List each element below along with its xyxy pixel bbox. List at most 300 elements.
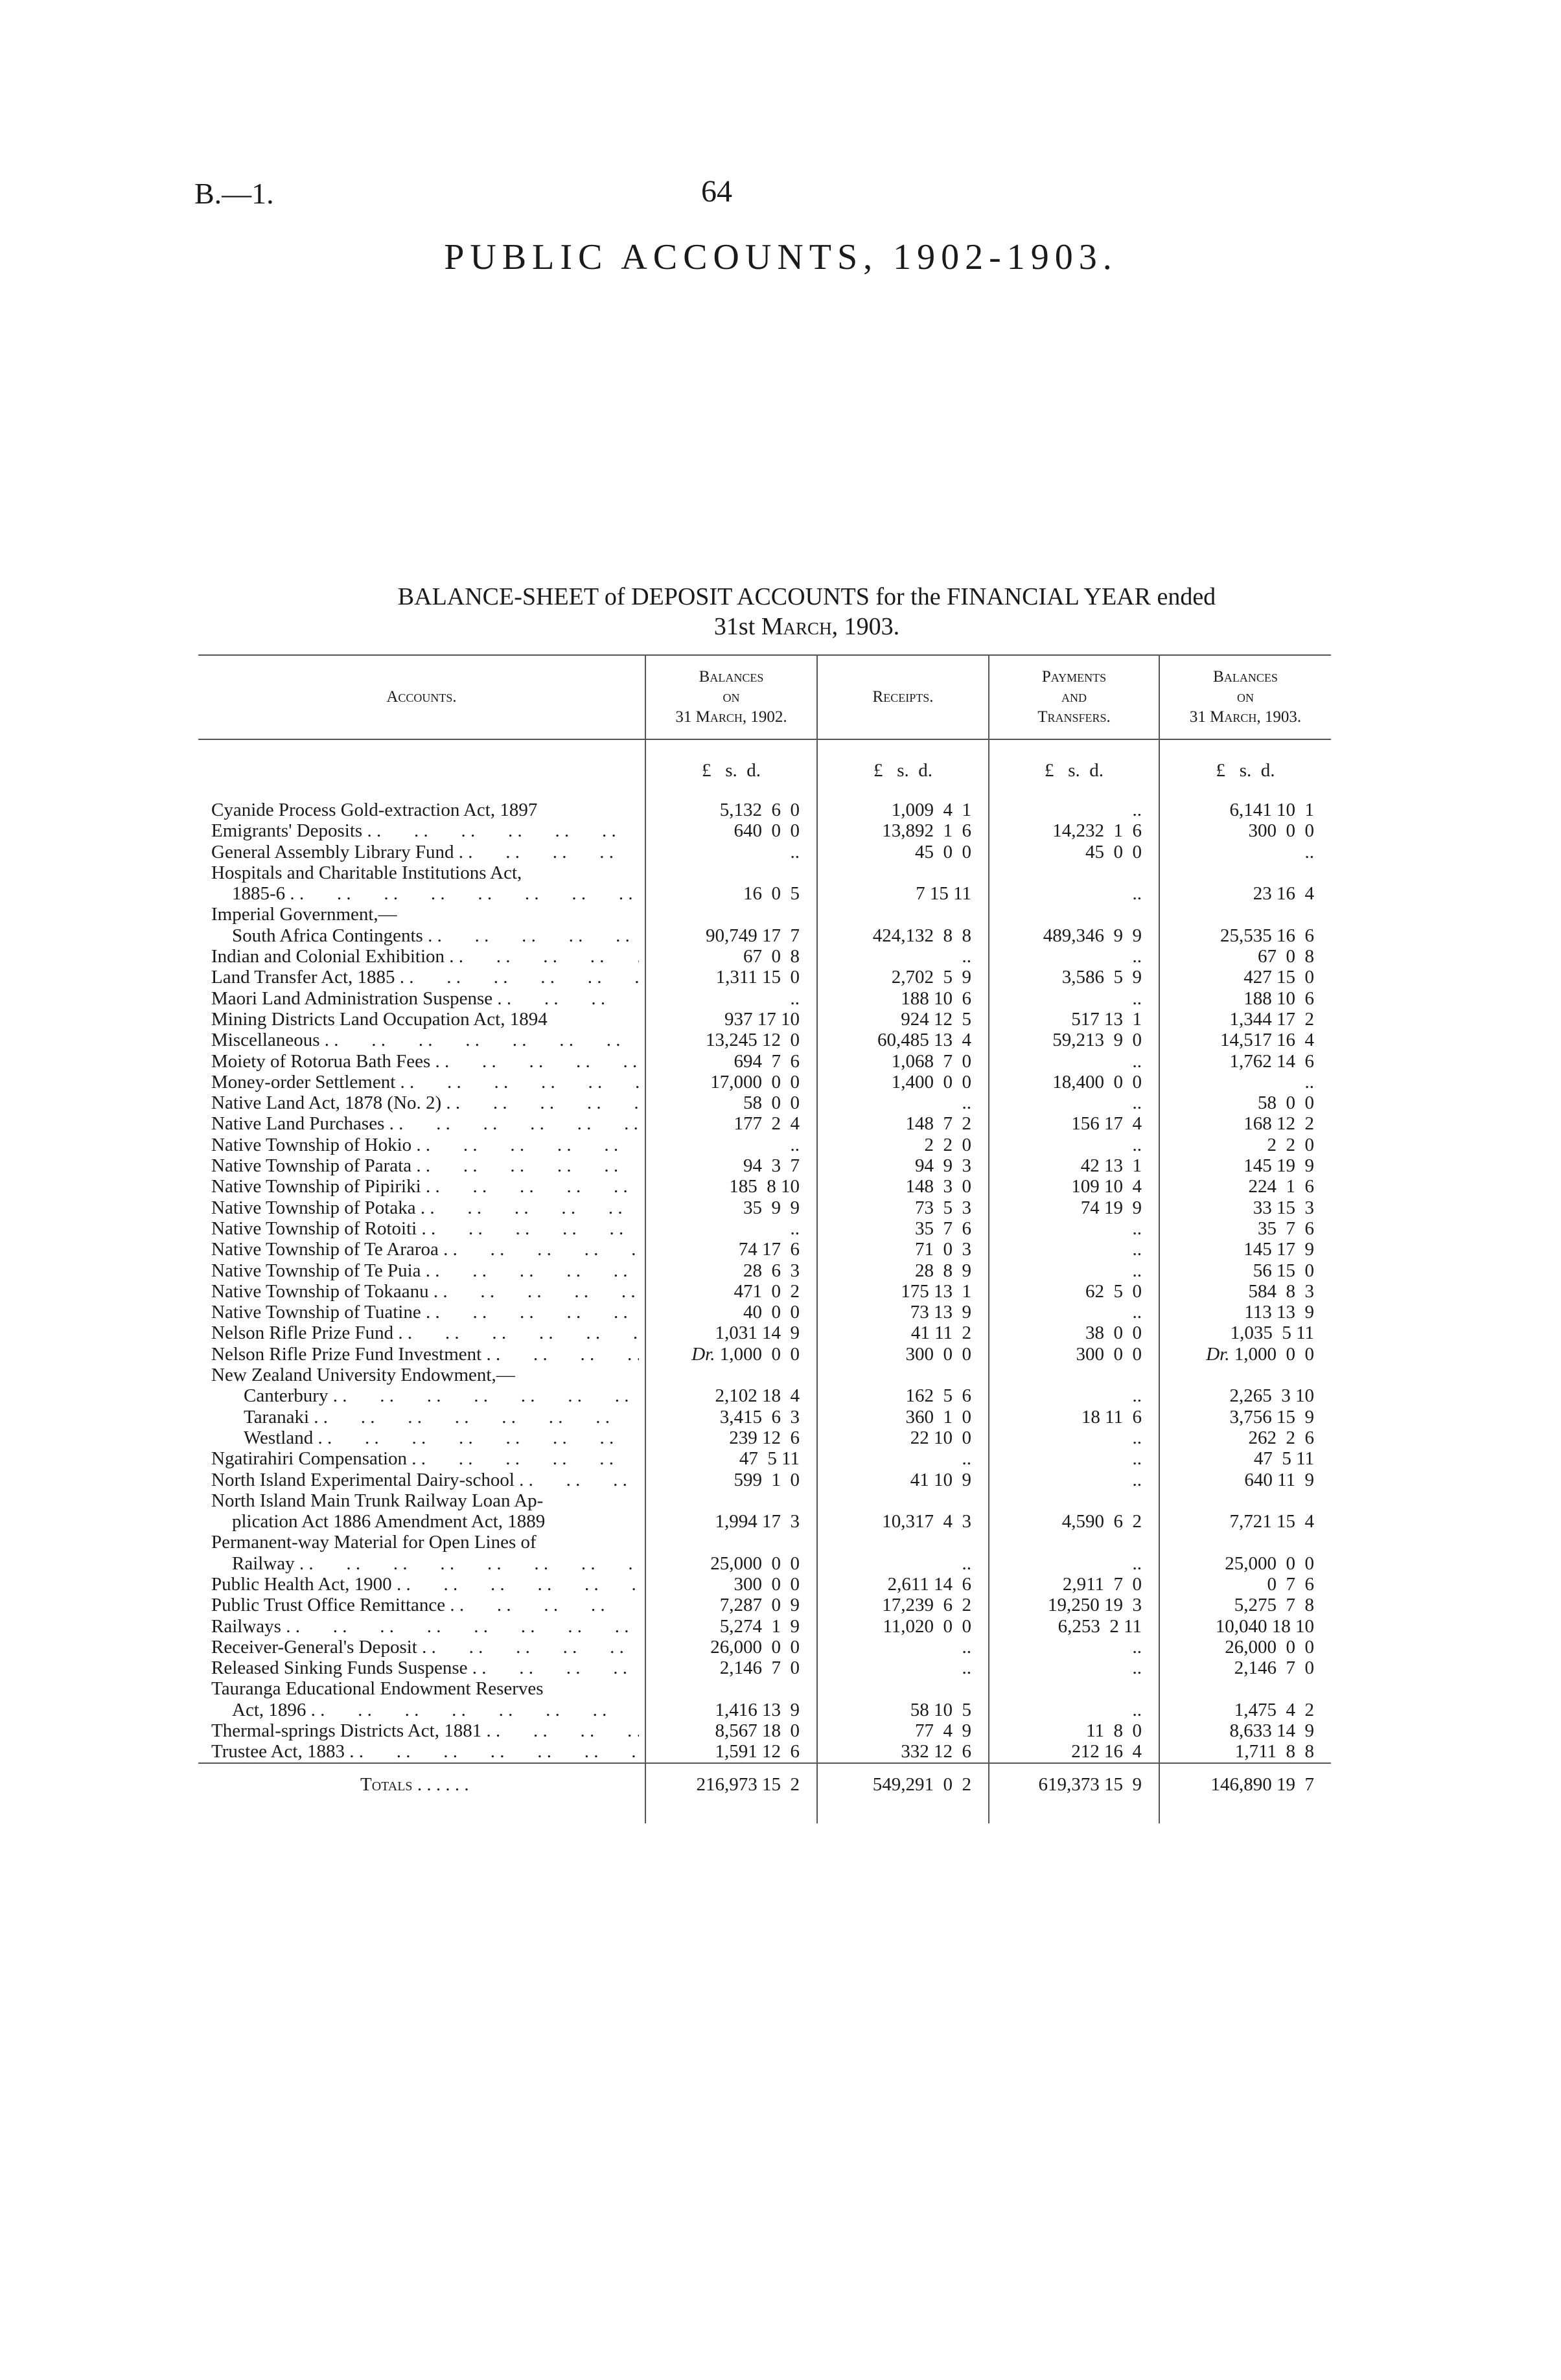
amount-opening: 74 17 6: [645, 1239, 817, 1260]
spacer-row: [198, 781, 1331, 800]
amount-payments: ..: [989, 946, 1159, 967]
account-label: Westland . .: [244, 1427, 639, 1448]
account-name: [198, 1511, 645, 1532]
amount-closing: Dr. 1,000 0 0: [1159, 1344, 1331, 1365]
account-label: Canterbury . .: [244, 1385, 639, 1406]
amount-receipts: ..: [817, 1658, 989, 1678]
amount-closing: 1,035 5 11: [1159, 1323, 1331, 1343]
amount-payments: 109 10 4: [989, 1176, 1159, 1197]
account-row: [198, 1490, 1331, 1511]
amount-payments: ..: [989, 1470, 1159, 1490]
account-label: Emigrants' Deposits . .: [211, 820, 639, 841]
account-name: [198, 1470, 645, 1490]
header-payments-line-2: and: [1061, 687, 1087, 706]
amount-payments: 2,911 7 0: [989, 1574, 1159, 1595]
page-reference: B.—1.: [194, 177, 274, 210]
amount-receipts: 2 2 0: [817, 1135, 989, 1155]
amount-receipts: 148 3 0: [817, 1176, 989, 1197]
amount-closing: ..: [1159, 1072, 1331, 1092]
account-label: Taranaki . .: [244, 1407, 639, 1427]
amount-payments: ..: [989, 1448, 1159, 1469]
account-row: [198, 820, 1331, 841]
account-label: Mining Districts Land Occupation Act, 1894: [211, 1008, 548, 1030]
amount-opening: 94 3 7: [645, 1155, 817, 1176]
amount-closing: 14,517 16 4: [1159, 1030, 1331, 1050]
account-row: [198, 1239, 1331, 1260]
amount-closing: 6,141 10 1: [1159, 800, 1331, 820]
amount-payments: 6,253 2 11: [989, 1616, 1159, 1637]
account-name: [198, 1155, 645, 1176]
amount-payments: 45 0 0: [989, 842, 1159, 862]
amount-closing: 2,265 3 10: [1159, 1385, 1331, 1406]
amount-payments: [989, 1678, 1159, 1699]
account-row: [198, 1302, 1331, 1323]
amount-payments: 212 16 4: [989, 1741, 1159, 1762]
amount-receipts: 41 10 9: [817, 1470, 989, 1490]
amount-payments: ..: [989, 800, 1159, 820]
amount-payments: [989, 1490, 1159, 1511]
amount-receipts: ..: [817, 1553, 989, 1574]
account-row: [198, 1344, 1331, 1365]
amount-opening: 1,311 15 0: [645, 967, 817, 988]
account-label: Native Land Act, 1878 (No. 2) . .: [211, 1092, 639, 1113]
amount-closing: 3,756 15 9: [1159, 1407, 1331, 1427]
header-closing-balances: [1159, 654, 1331, 739]
account-name: [198, 1658, 645, 1678]
account-label: North Island Experimental Dairy-school . .: [211, 1470, 639, 1490]
amount-opening: 640 0 0: [645, 820, 817, 841]
amount-receipts: [817, 1490, 989, 1511]
amount-receipts: 175 13 1: [817, 1281, 989, 1302]
amount-receipts: 94 9 3: [817, 1155, 989, 1176]
account-name: [198, 1051, 645, 1072]
amount-receipts: ..: [817, 946, 989, 967]
totals-receipts: 549,291 0 2: [817, 1763, 989, 1807]
amount-payments: ..: [989, 1658, 1159, 1678]
account-row: [198, 1553, 1331, 1574]
amount-closing: 224 1 6: [1159, 1176, 1331, 1197]
unit-cell-opening: £ s. d.: [645, 739, 817, 781]
amount-closing: 145 17 9: [1159, 1239, 1331, 1260]
amount-closing: [1159, 862, 1331, 883]
amount-opening: 694 7 6: [645, 1051, 817, 1072]
account-label: Public Health Act, 1900 . .: [211, 1574, 639, 1595]
account-row: [198, 1323, 1331, 1343]
deposit-accounts-table: [198, 654, 1331, 1823]
amount-opening: 1,031 14 9: [645, 1323, 817, 1343]
header-opening-balances: [645, 654, 817, 739]
amount-opening: [645, 1490, 817, 1511]
account-name: [198, 1407, 645, 1427]
amount-opening: 177 2 4: [645, 1113, 817, 1134]
account-label: Moiety of Rotorua Bath Fees . .: [211, 1051, 639, 1072]
unit-cell-receipts: £ s. d.: [817, 739, 989, 781]
account-name: [198, 1072, 645, 1092]
account-row: [198, 1574, 1331, 1595]
page-title: PUBLIC ACCOUNTS, 1902-1903.: [444, 237, 1118, 277]
amount-opening: 58 0 0: [645, 1092, 817, 1113]
amount-opening: 40 0 0: [645, 1302, 817, 1323]
sheet-title-line-1: BALANCE-SHEET of DEPOSIT ACCOUNTS for the FINANCIAL YEAR ended: [397, 583, 1216, 610]
account-label: Indian and Colonial Exhibition . .: [211, 946, 639, 967]
account-row: [198, 1281, 1331, 1302]
amount-opening: 300 0 0: [645, 1574, 817, 1595]
account-row: [198, 862, 1331, 883]
amount-closing: 640 11 9: [1159, 1470, 1331, 1490]
amount-receipts: 332 12 6: [817, 1741, 989, 1762]
account-name: [198, 1365, 645, 1385]
account-name: [198, 1720, 645, 1741]
amount-closing: 10,040 18 10: [1159, 1616, 1331, 1637]
sheet-title-year: , 1903.: [831, 613, 900, 640]
amount-closing: 25,535 16 6: [1159, 925, 1331, 946]
amount-opening: ..: [645, 1135, 817, 1155]
account-name: [198, 1302, 645, 1323]
amount-payments: ..: [989, 1427, 1159, 1448]
account-label: Nelson Rifle Prize Fund Investment . .: [211, 1344, 639, 1365]
header-closing-line-3: 31 March, 1903.: [1189, 708, 1302, 726]
amount-opening: [645, 1532, 817, 1553]
amount-closing: [1159, 1365, 1331, 1385]
header-payments-line-3: Transfers.: [1037, 708, 1111, 726]
account-label: Nelson Rifle Prize Fund . .: [211, 1323, 639, 1343]
account-row: [198, 1009, 1331, 1030]
amount-opening: 90,749 17 7: [645, 925, 817, 946]
account-label: Native Township of Potaka . .: [211, 1197, 639, 1218]
account-row: [198, 1511, 1331, 1532]
account-label: Act, 1896 . .: [232, 1700, 639, 1720]
account-label: Native Township of Tokaanu . .: [211, 1281, 639, 1302]
account-label: Cyanide Process Gold-extraction Act, 1897: [211, 800, 538, 820]
amount-receipts: ..: [817, 1448, 989, 1469]
account-name: [198, 1532, 645, 1553]
account-row: [198, 988, 1331, 1009]
amount-receipts: 58 10 5: [817, 1700, 989, 1720]
amount-receipts: [817, 1532, 989, 1553]
amount-closing: 1,475 4 2: [1159, 1700, 1331, 1720]
amount-payments: 42 13 1: [989, 1155, 1159, 1176]
amount-receipts: 17,239 6 2: [817, 1595, 989, 1615]
amount-opening: 185 8 10: [645, 1176, 817, 1197]
account-row: [198, 1427, 1331, 1448]
amount-opening: 471 0 2: [645, 1281, 817, 1302]
amount-payments: 489,346 9 9: [989, 925, 1159, 946]
amount-payments: ..: [989, 1239, 1159, 1260]
amount-opening: 5,274 1 9: [645, 1616, 817, 1637]
amount-receipts: [817, 904, 989, 925]
account-label: Land Transfer Act, 1885 . .: [211, 967, 639, 988]
account-name: [198, 1197, 645, 1218]
amount-payments: 18,400 0 0: [989, 1072, 1159, 1092]
amount-receipts: 148 7 2: [817, 1113, 989, 1134]
amount-receipts: [817, 862, 989, 883]
amount-payments: ..: [989, 1700, 1159, 1720]
amount-payments: [989, 904, 1159, 925]
amount-opening: [645, 904, 817, 925]
amount-payments: 300 0 0: [989, 1344, 1159, 1365]
header-receipts: Receipts.: [817, 654, 989, 739]
account-label: Railways . .: [211, 1616, 639, 1637]
header-opening-line-1: Balances: [699, 667, 764, 686]
amount-closing: 188 10 6: [1159, 988, 1331, 1009]
account-label: Released Sinking Funds Suspense . .: [211, 1658, 639, 1678]
amount-receipts: 73 5 3: [817, 1197, 989, 1218]
account-row: [198, 1113, 1331, 1134]
amount-payments: 38 0 0: [989, 1323, 1159, 1343]
header-accounts: Accounts.: [198, 654, 645, 739]
account-name: [198, 1030, 645, 1050]
amount-payments: [989, 862, 1159, 883]
header-opening-line-2: on: [723, 687, 740, 706]
account-row: [198, 904, 1331, 925]
account-label: Native Township of Pipiriki . .: [211, 1176, 639, 1197]
amount-closing: 58 0 0: [1159, 1092, 1331, 1113]
amount-closing: 113 13 9: [1159, 1302, 1331, 1323]
unit-cell-closing: £ s. d.: [1159, 739, 1331, 781]
account-name: [198, 1135, 645, 1155]
sheet-title-day: 31st: [713, 613, 756, 640]
debit-marker: Dr.: [1206, 1343, 1230, 1365]
amount-closing: 23 16 4: [1159, 883, 1331, 904]
amount-closing: 26,000 0 0: [1159, 1637, 1331, 1658]
amount-opening: 13,245 12 0: [645, 1030, 817, 1050]
account-name: [198, 1092, 645, 1113]
amount-closing: ..: [1159, 842, 1331, 862]
account-row: [198, 1218, 1331, 1239]
amount-receipts: 162 5 6: [817, 1385, 989, 1406]
account-row: [198, 1155, 1331, 1176]
account-row: [198, 883, 1331, 904]
account-name: [198, 820, 645, 841]
amount-closing: 427 15 0: [1159, 967, 1331, 988]
amount-opening: 28 6 3: [645, 1260, 817, 1281]
account-row: [198, 1616, 1331, 1637]
amount-opening: 35 9 9: [645, 1197, 817, 1218]
account-row: [198, 1720, 1331, 1741]
account-label: North Island Main Trunk Railway Loan Ap-: [211, 1490, 544, 1511]
account-row: [198, 1260, 1331, 1281]
account-row: [198, 1700, 1331, 1720]
amount-payments: ..: [989, 1385, 1159, 1406]
account-name: [198, 842, 645, 862]
account-label: Money-order Settlement . .: [211, 1072, 639, 1092]
account-label: Railway . .: [232, 1553, 639, 1574]
amount-receipts: 188 10 6: [817, 988, 989, 1009]
unit-cell-payments: £ s. d.: [989, 739, 1159, 781]
header-payments-line-1: Payments: [1041, 667, 1107, 686]
amount-opening: 2,102 18 4: [645, 1385, 817, 1406]
amount-payments: ..: [989, 1553, 1159, 1574]
amount-opening: 67 0 8: [645, 946, 817, 967]
amount-payments: 14,232 1 6: [989, 820, 1159, 841]
account-name: [198, 1574, 645, 1595]
account-name: [198, 904, 645, 925]
amount-receipts: 35 7 6: [817, 1218, 989, 1239]
account-label: Maori Land Administration Suspense . .: [211, 988, 639, 1009]
account-label: Native Land Purchases . .: [211, 1113, 639, 1134]
account-label: Native Township of Parata . .: [211, 1155, 639, 1176]
account-name: [198, 1637, 645, 1658]
header-payments: [989, 654, 1159, 739]
amount-opening: 5,132 6 0: [645, 800, 817, 820]
account-row: [198, 1135, 1331, 1155]
amount-payments: 74 19 9: [989, 1197, 1159, 1218]
account-row: [198, 1092, 1331, 1113]
account-name: [198, 1344, 645, 1365]
amount-closing: [1159, 1532, 1331, 1553]
amount-payments: ..: [989, 1302, 1159, 1323]
account-name: [198, 967, 645, 988]
totals-closing: 146,890 19 7: [1159, 1763, 1331, 1807]
account-label: Public Trust Office Remittance . .: [211, 1595, 639, 1615]
account-row: [198, 1385, 1331, 1406]
account-row: [198, 1072, 1331, 1092]
account-label: Native Township of Te Puia . .: [211, 1260, 639, 1281]
account-row: [198, 925, 1331, 946]
account-label: Native Township of Te Araroa . .: [211, 1239, 639, 1260]
sheet-title: [194, 582, 1419, 641]
totals-row: [198, 1763, 1331, 1807]
amount-closing: 25,000 0 0: [1159, 1553, 1331, 1574]
amount-payments: ..: [989, 1637, 1159, 1658]
account-name: [198, 988, 645, 1009]
amount-receipts: [817, 1678, 989, 1699]
account-name: [198, 1553, 645, 1574]
amount-opening: 3,415 6 3: [645, 1407, 817, 1427]
account-row: [198, 1678, 1331, 1699]
account-name: [198, 1323, 645, 1343]
amount-opening: 1,416 13 9: [645, 1700, 817, 1720]
amount-receipts: 60,485 13 4: [817, 1030, 989, 1050]
account-label: New Zealand University Endowment,—: [211, 1365, 515, 1386]
account-name: [198, 1595, 645, 1615]
account-name: [198, 1113, 645, 1134]
account-name: [198, 1239, 645, 1260]
account-name: [198, 1176, 645, 1197]
amount-receipts: ..: [817, 1092, 989, 1113]
amount-opening: [645, 1365, 817, 1385]
amount-opening: Dr. 1,000 0 0: [645, 1344, 817, 1365]
amount-closing: 47 5 11: [1159, 1448, 1331, 1469]
amount-payments: [989, 1532, 1159, 1553]
amount-closing: [1159, 1490, 1331, 1511]
header-closing-line-2: on: [1237, 687, 1254, 706]
amount-receipts: 41 11 2: [817, 1323, 989, 1343]
account-label: Native Township of Tuatine . .: [211, 1302, 639, 1323]
account-row: [198, 1741, 1331, 1762]
amount-closing: 262 2 6: [1159, 1427, 1331, 1448]
amount-closing: 1,711 8 8: [1159, 1741, 1331, 1762]
amount-opening: 599 1 0: [645, 1470, 817, 1490]
account-name: [198, 800, 645, 820]
account-row: [198, 1407, 1331, 1427]
account-row: [198, 1658, 1331, 1678]
amount-opening: 26,000 0 0: [645, 1637, 817, 1658]
account-label: Imperial Government,—: [211, 904, 397, 925]
account-label: plication Act 1886 Amendment Act, 1889: [232, 1511, 546, 1532]
amount-closing: 67 0 8: [1159, 946, 1331, 967]
account-name: [198, 1678, 645, 1699]
amount-receipts: 28 8 9: [817, 1260, 989, 1281]
amount-payments: ..: [989, 1260, 1159, 1281]
account-row: [198, 1595, 1331, 1615]
account-label: Permanent-way Material for Open Lines of: [211, 1532, 537, 1553]
amount-receipts: 360 1 0: [817, 1407, 989, 1427]
account-row: [198, 1470, 1331, 1490]
amount-closing: [1159, 1678, 1331, 1699]
table-end-row: [198, 1807, 1331, 1823]
amount-closing: 2,146 7 0: [1159, 1658, 1331, 1678]
amount-payments: [989, 1365, 1159, 1385]
amount-opening: ..: [645, 842, 817, 862]
account-name: [198, 883, 645, 904]
account-label: General Assembly Library Fund . .: [211, 842, 639, 862]
amount-receipts: 10,317 4 3: [817, 1511, 989, 1532]
account-name: [198, 1741, 645, 1762]
amount-receipts: 73 13 9: [817, 1302, 989, 1323]
account-row: [198, 800, 1331, 820]
amount-opening: 8,567 18 0: [645, 1720, 817, 1741]
account-label: 1885-6 . .: [232, 883, 639, 904]
amount-payments: 517 13 1: [989, 1009, 1159, 1030]
amount-receipts: ..: [817, 1637, 989, 1658]
account-row: [198, 946, 1331, 967]
account-label: Native Township of Rotoiti . .: [211, 1218, 639, 1239]
account-label: Hospitals and Charitable Institutions Act,: [211, 862, 522, 883]
amount-opening: ..: [645, 988, 817, 1009]
amount-opening: [645, 1678, 817, 1699]
account-name: [198, 1260, 645, 1281]
amount-payments: 19,250 19 3: [989, 1595, 1159, 1615]
account-row: [198, 1637, 1331, 1658]
amount-receipts: 2,702 5 9: [817, 967, 989, 988]
account-row: [198, 1448, 1331, 1469]
amount-closing: 7,721 15 4: [1159, 1511, 1331, 1532]
account-row: [198, 1176, 1331, 1197]
account-name: [198, 1281, 645, 1302]
amount-closing: 145 19 9: [1159, 1155, 1331, 1176]
amount-receipts: 7 15 11: [817, 883, 989, 904]
amount-receipts: 77 4 9: [817, 1720, 989, 1741]
amount-payments: ..: [989, 1092, 1159, 1113]
amount-payments: 11 8 0: [989, 1720, 1159, 1741]
amount-closing: 584 8 3: [1159, 1281, 1331, 1302]
amount-closing: 35 7 6: [1159, 1218, 1331, 1239]
amount-opening: 7,287 0 9: [645, 1595, 817, 1615]
currency-unit-row: [198, 739, 1331, 781]
account-name: [198, 946, 645, 967]
amount-closing: [1159, 904, 1331, 925]
amount-receipts: 1,400 0 0: [817, 1072, 989, 1092]
amount-opening: 937 17 10: [645, 1009, 817, 1030]
amount-payments: ..: [989, 883, 1159, 904]
amount-payments: 59,213 9 0: [989, 1030, 1159, 1050]
amount-closing: 2 2 0: [1159, 1135, 1331, 1155]
account-row: [198, 1365, 1331, 1385]
account-label: South Africa Contingents . .: [232, 925, 639, 946]
amount-receipts: 71 0 3: [817, 1239, 989, 1260]
account-label: Native Township of Hokio . .: [211, 1135, 639, 1155]
account-name: [198, 925, 645, 946]
amount-receipts: [817, 1365, 989, 1385]
account-row: [198, 1030, 1331, 1050]
account-row: [198, 842, 1331, 862]
header-opening-line-3: 31 March, 1902.: [675, 708, 787, 726]
amount-payments: ..: [989, 1051, 1159, 1072]
account-row: [198, 967, 1331, 988]
amount-opening: 16 0 5: [645, 883, 817, 904]
account-name: [198, 1009, 645, 1030]
